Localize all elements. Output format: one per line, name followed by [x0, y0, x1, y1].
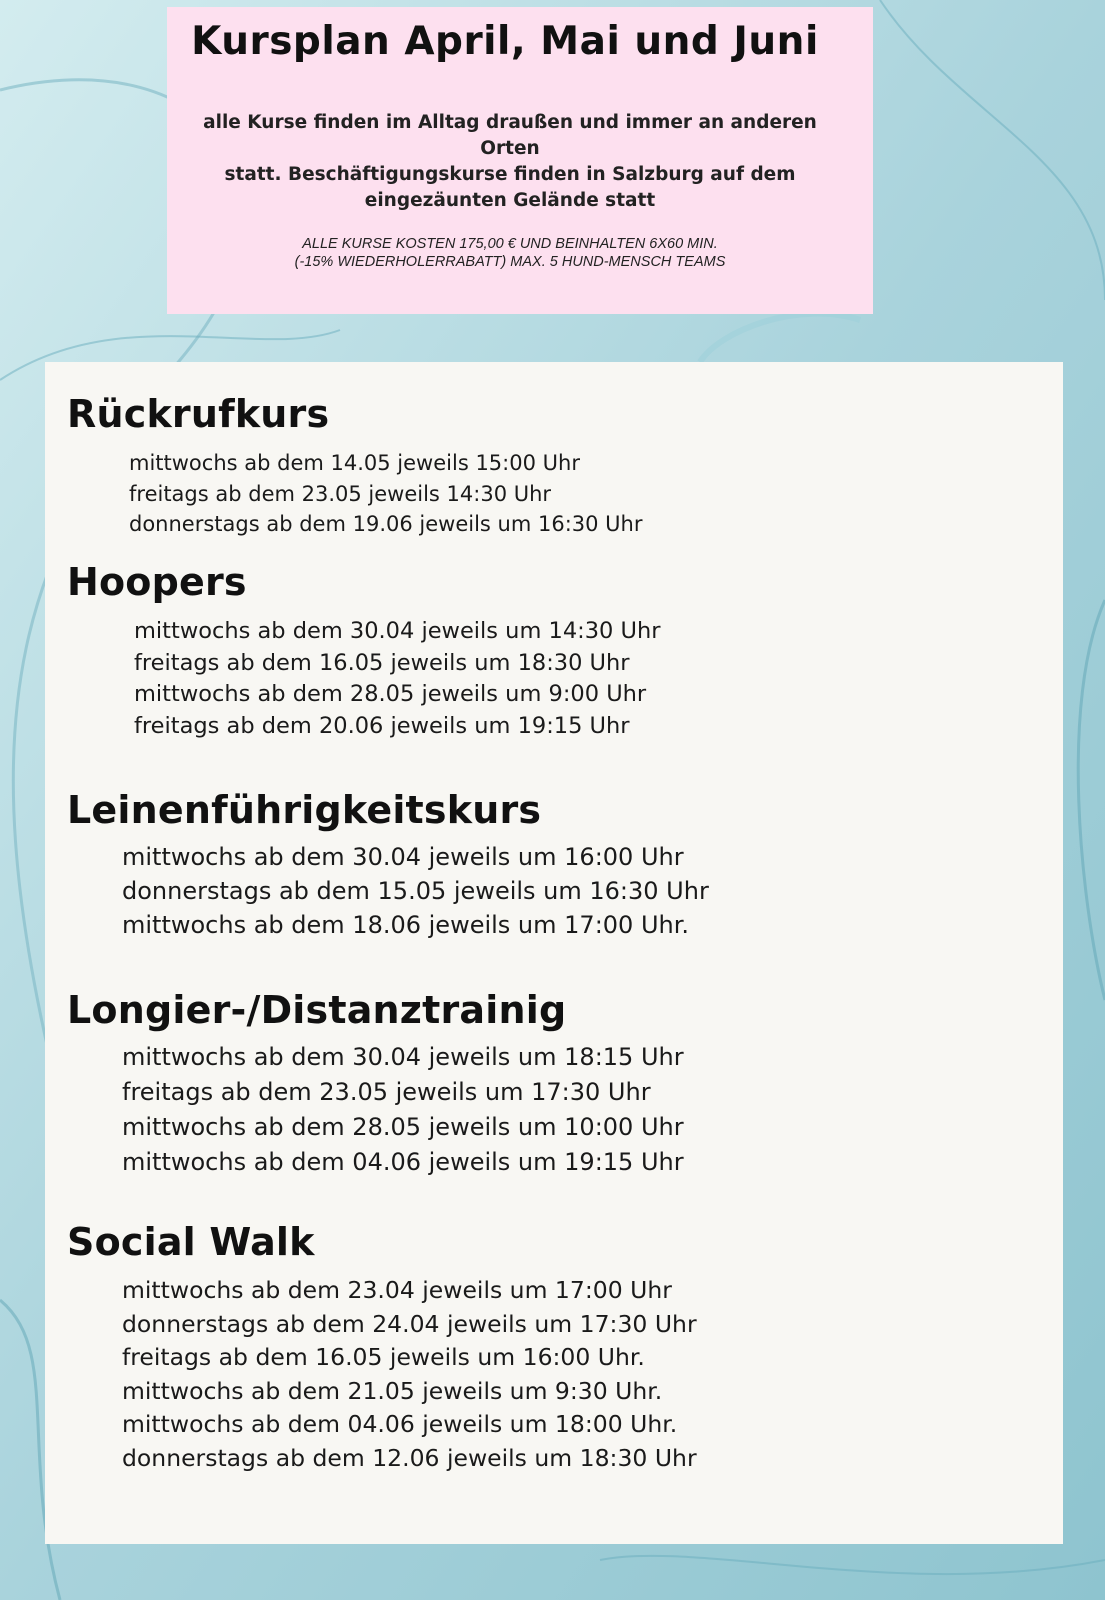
course-title: Longier-/Distanztrainig: [67, 988, 567, 1032]
header-panel: [167, 7, 873, 314]
course-date: freitags ab dem 23.05 jeweils 14:30 Uhr: [129, 481, 552, 506]
course-title: Leinenführigkeitskurs: [67, 788, 542, 832]
course-date: donnerstags ab dem 24.04 jeweils um 17:30 Uhr: [122, 1309, 697, 1338]
course-date: mittwochs ab dem 28.05 jeweils um 10:00 Uhr: [122, 1113, 684, 1141]
course-date: mittwochs ab dem 30.04 jeweils um 18:15 Uhr: [122, 1043, 684, 1071]
course-date: mittwochs ab dem 18.06 jeweils um 17:00 Uhr.: [122, 911, 690, 939]
course-rueckrufkurs: [67, 392, 642, 540]
price-info: [187, 235, 833, 271]
course-date: freitags ab dem 20.06 jeweils um 19:15 Uhr: [134, 712, 630, 739]
course-social-walk: [67, 1220, 697, 1475]
course-date: freitags ab dem 16.05 jeweils um 18:30 Uhr: [134, 649, 630, 676]
page-title: Kursplan April, Mai und Juni: [191, 19, 819, 64]
course-longier-distanztraining: [67, 988, 684, 1180]
course-date: donnerstags ab dem 15.05 jeweils um 16:30 Uhr: [122, 877, 709, 905]
course-dates: [134, 616, 661, 742]
course-date: mittwochs ab dem 30.04 jeweils um 14:30 Uhr: [134, 618, 661, 644]
course-date: mittwochs ab dem 04.06 jeweils um 19:15 Uhr: [122, 1148, 684, 1176]
course-date: mittwochs ab dem 04.06 jeweils um 18:00 Uhr.: [122, 1410, 678, 1438]
price-line: ALLE KURSE KOSTEN 175,00 € UND BEINHALTEN 6X60 MIN.: [302, 236, 718, 252]
course-date: mittwochs ab dem 30.04 jeweils um 16:00 Uhr: [122, 843, 684, 871]
course-title: Hoopers: [67, 560, 247, 604]
course-date: donnerstags ab dem 12.06 jeweils um 18:30 Uhr: [122, 1443, 697, 1472]
course-hoopers: [67, 560, 661, 742]
course-schedule-panel: [45, 362, 1063, 1544]
course-title: Rückrufkurs: [67, 392, 330, 436]
course-date: freitags ab dem 23.05 jeweils um 17:30 Uhr: [122, 1078, 651, 1106]
course-title: Social Walk: [67, 1220, 315, 1264]
intro-line: eingezäunten Gelände statt: [364, 190, 656, 211]
course-date: mittwochs ab dem 28.05 jeweils um 9:00 Uhr: [134, 681, 647, 707]
course-dates: [122, 1274, 697, 1475]
course-date: mittwochs ab dem 14.05 jeweils 15:00 Uhr: [129, 451, 580, 475]
course-date: mittwochs ab dem 23.04 jeweils um 17:00 Uhr: [122, 1276, 672, 1304]
course-dates: [122, 1040, 684, 1180]
price-line: (-15% WIEDERHOLERRABATT) MAX. 5 HUND-MENSCH TEAMS: [294, 254, 726, 270]
intro-text: [187, 110, 833, 214]
course-leinenfuehrigkeitskurs: [67, 788, 709, 942]
course-date: freitags ab dem 16.05 jeweils um 16:00 Uhr.: [122, 1343, 645, 1371]
intro-line: alle Kurse finden im Alltag draußen und immer an anderen Orten: [203, 112, 817, 159]
course-date: mittwochs ab dem 21.05 jeweils um 9:30 Uhr.: [122, 1376, 663, 1405]
course-date: donnerstags ab dem 19.06 jeweils um 16:30 Uhr: [129, 512, 643, 536]
course-dates: [129, 448, 642, 540]
course-dates: [122, 840, 709, 942]
intro-line: statt. Beschäftigungskurse finden in Salzburg auf dem: [224, 164, 796, 185]
